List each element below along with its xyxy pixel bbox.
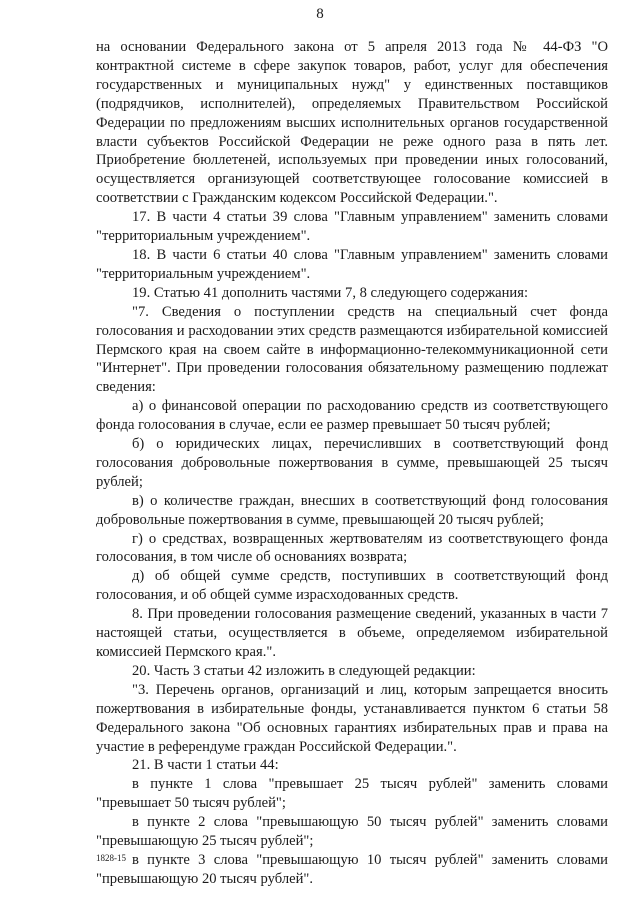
paragraph: 18. В части 6 статьи 40 слова "Главным управлением" заменить словами "территориальным учреждением".	[96, 246, 608, 282]
paragraph: в пункте 2 слова "превышающую 50 тысяч рублей" заменить словами "превышающую 25 тысяч рублей";	[96, 814, 608, 850]
document-body	[96, 38, 608, 889]
paragraph: "3. Перечень органов, организаций и лиц, которым запрещается вносить пожертвования в избирательные фонды, устанавливается пунктом 6 статьи 58 Федерального закона "Об основных гарантиях избирательных прав и права на участие в референдуме граждан Российской Федерации.".	[96, 681, 608, 755]
paragraph: 8. При проведении голосования размещение сведений, указанных в части 7 настоящей статьи, осуществляется в объеме, определяемом избирательной комиссией Пермского края.".	[96, 606, 608, 660]
paragraph: б) о юридических лицах, перечисливших в соответствующий фонд голосования добровольные пожертвования в сумме, превышающей 25 тысяч рублей;	[96, 436, 608, 490]
paragraph: 21. В части 1 статьи 44:	[132, 757, 279, 774]
paragraph: в) о количестве граждан, внесших в соответствующий фонд голосования добровольные пожертвования в сумме, превышающей 20 тысяч рублей;	[96, 492, 608, 528]
paragraph: д) об общей сумме средств, поступивших в соответствующий фонд голосования, и об общей сумме израсходованных средств.	[96, 568, 608, 604]
paragraph: на основании Федерального закона от 5 апреля 2013 года № 44-ФЗ "О контрактной системе в сфере закупок товаров, работ, услуг для обеспечения государственных и муниципальных нужд" у единственных поставщиков (подрядчиков, исполнителей), определяемых Правительством Российской Федерации по предложениям высших исполнительных органов государственной власти субъектов Российской Федерации не реже одного раза в пять лет. Приобретение бюллетеней, используемых при проведении иных голосований, осуществляется организующей соответствующее голосование комиссией в соответствии с Гражданским кодексом Российской Федерации.".	[96, 39, 608, 207]
paragraph: 20. Часть 3 статьи 42 изложить в следующей редакции:	[132, 662, 476, 679]
paragraph: в пункте 1 слова "превышает 25 тысяч рублей" заменить словами "превышает 50 тысяч рублей";	[96, 776, 608, 812]
paragraph: г) о средствах, возвращенных жертвователям из соответствующего фонда голосования, в том числе об основаниях возврата;	[96, 530, 608, 566]
document-id: 1828-15	[96, 853, 126, 863]
paragraph: в пункте 3 слова "превышающую 10 тысяч рублей" заменить словами "превышающую 20 тысяч рублей".	[96, 851, 608, 887]
paragraph: 19. Статью 41 дополнить частями 7, 8 следующего содержания:	[132, 284, 529, 301]
paragraph: а) о финансовой операции по расходованию средств из соответствующего фонда голосования в случае, если ее размер превышает 50 тысяч рублей;	[96, 398, 608, 434]
page-number: 8	[316, 6, 324, 22]
paragraph: "7. Сведения о поступлении средств на специальный счет фонда голосования и расходовании этих средств размещаются избирательной комиссией Пермского края на своем сайте в информационно-телекоммуникационной сети "Интернет". При проведении голосования обязательному размещению подлежат сведения:	[96, 303, 608, 396]
paragraph: 17. В части 4 статьи 39 слова "Главным управлением" заменить словами "территориальным учреждением".	[96, 209, 608, 245]
